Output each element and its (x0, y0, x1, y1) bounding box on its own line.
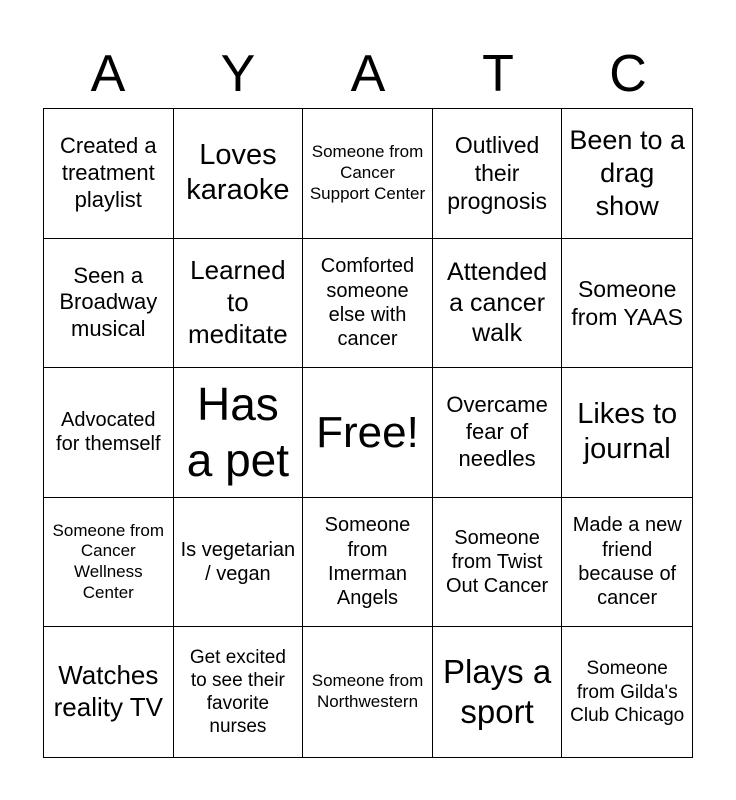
bingo-cell-text: Created a treatment playlist (59, 133, 157, 212)
bingo-cell-text: Been to a drag show (569, 124, 685, 221)
bingo-cell[interactable] (174, 368, 304, 498)
bingo-cell-text: Has a pet (186, 378, 290, 487)
bingo-cell-text: Likes to journal (577, 398, 678, 466)
bingo-cell-text: Outlived their prognosis (447, 132, 547, 215)
bingo-cell[interactable] (562, 368, 692, 498)
bingo-cell[interactable] (44, 239, 174, 369)
bingo-cell-text: Attended a cancer walk (447, 258, 548, 348)
bingo-cell[interactable] (44, 368, 174, 498)
bingo-cell[interactable] (562, 627, 692, 757)
bingo-cell-text: Someone from Northwestern (311, 671, 424, 712)
bingo-cell-text: Get excited to see their favorite nurses (189, 646, 286, 738)
bingo-cell[interactable] (44, 498, 174, 628)
bingo-header (43, 40, 693, 108)
bingo-cell-text: Comforted someone else with cancer (320, 255, 415, 351)
bingo-cell[interactable] (174, 498, 304, 628)
bingo-cell-text: Watches reality TV (53, 660, 163, 723)
bingo-cell[interactable] (562, 498, 692, 628)
bingo-cell[interactable] (174, 109, 304, 239)
free-space[interactable] (303, 368, 433, 498)
free-space-label: Free! (316, 407, 419, 457)
bingo-cell-text: Seen a Broadway musical (59, 262, 158, 342)
bingo-cell[interactable] (562, 239, 692, 369)
bingo-cell[interactable] (44, 627, 174, 757)
bingo-cell-text: Overcame fear of needles (446, 392, 548, 471)
bingo-cell-text: Loves karaoke (186, 138, 290, 207)
bingo-cell[interactable] (44, 109, 174, 239)
bingo-cell-text: Plays a sport (442, 652, 552, 731)
header-letter-a-2: A (350, 45, 386, 103)
bingo-cell[interactable] (174, 239, 304, 369)
bingo-cell-text: Someone from Twist Out Cancer (445, 526, 549, 598)
bingo-cell[interactable] (303, 109, 433, 239)
bingo-cell-text: Advocated for themself (56, 409, 161, 456)
header-letter-a: A (90, 45, 126, 103)
bingo-cell-text: Someone from Gilda's Club Chicago (570, 658, 685, 726)
bingo-cell[interactable] (303, 239, 433, 369)
bingo-cell[interactable] (433, 239, 563, 369)
bingo-cell[interactable] (433, 109, 563, 239)
bingo-cell[interactable] (433, 627, 563, 757)
bingo-cell[interactable] (303, 627, 433, 757)
bingo-grid (43, 108, 693, 758)
bingo-cell-text: Someone from YAAS (571, 275, 684, 330)
header-letter-c: C (609, 45, 647, 103)
header-letter-y: Y (220, 45, 256, 103)
bingo-cell-text: Someone from Imerman Angels (324, 514, 411, 610)
bingo-cell-text: Someone from Cancer Support Center (309, 142, 426, 203)
bingo-cell-text: Is vegetarian / vegan (180, 538, 296, 586)
bingo-cell[interactable] (433, 368, 563, 498)
bingo-cell[interactable] (303, 498, 433, 628)
bingo-cell[interactable] (433, 498, 563, 628)
bingo-cell[interactable] (174, 627, 304, 757)
header-letter-t: T (482, 45, 514, 103)
bingo-cell[interactable] (562, 109, 692, 239)
bingo-cell-text: Learned to meditate (188, 255, 288, 349)
bingo-cell-text: Made a new friend because of cancer (572, 514, 682, 610)
bingo-cell-text: Someone from Cancer Wellness Center (52, 520, 165, 602)
